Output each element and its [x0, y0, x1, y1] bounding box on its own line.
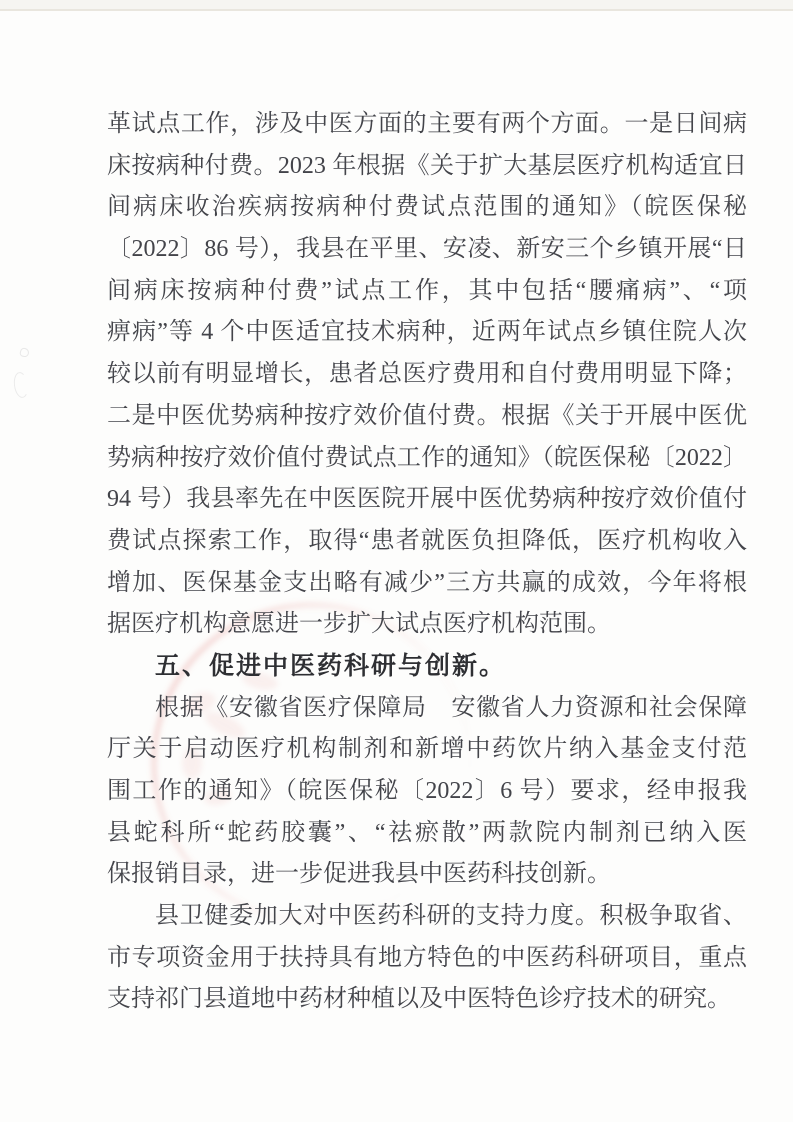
text-line: 较以前有明显增长，患者总医疗费用和自付费用明显下降；	[107, 361, 747, 388]
text-line: 县卫健委加大对中医药科研的支持力度。积极争取省、	[155, 903, 747, 930]
text-line: 痹病”等 4 个中医适宜技术病种，近两年试点乡镇住院人次	[107, 319, 747, 346]
section-heading: 五、促进中医药科研与创新。	[155, 651, 507, 680]
document-text	[107, 104, 747, 1021]
text-line: 间病床收治疾病按病种付费试点范围的通知》（皖医保秘	[107, 194, 747, 221]
text-line: 县蛇科所“蛇药胶囊”、“祛瘀散”两款院内制剂已纳入医	[107, 819, 747, 846]
text-line: 床按病种付费。2023 年根据《关于扩大基层医疗机构适宜日	[107, 152, 747, 179]
text-line: 增加、医保基金支出略有减少”三方共赢的成效，今年将根	[107, 569, 747, 596]
scan-top-edge	[0, 0, 793, 11]
text-line: 市专项资金用于扶持具有地方特色的中医药科研项目，重点	[107, 944, 747, 971]
text-line: 保报销目录，进一步促进我县中医药科技创新。	[107, 861, 611, 888]
text-line: 围工作的通知》（皖医保秘〔2022〕6 号）要求，经申报我	[107, 778, 747, 804]
text-line: 〔2022〕86 号），我县在平里、安凌、新安三个乡镇开展“日	[107, 236, 747, 263]
text-line: 94 号）我县率先在中医医院开展中医优势病种按疗效价值付	[107, 486, 747, 513]
scan-artifact	[19, 347, 30, 358]
text-line: 据医疗机构意愿进一步扩大试点医疗机构范围。	[107, 611, 611, 638]
text-line: 厅关于启动医疗机构制剂和新增中药饮片纳入基金支付范	[107, 736, 747, 763]
text-line: 根据《安徽省医疗保障局 安徽省人力资源和社会保障	[155, 694, 747, 721]
text-line: 革试点工作，涉及中医方面的主要有两个方面。一是日间病	[107, 111, 747, 137]
text-line: 二是中医优势病种按疗效价值付费。根据《关于开展中医优	[107, 402, 747, 429]
text-line: 费试点探索工作，取得“患者就医负担降低，医疗机构收入	[107, 527, 747, 554]
text-line: 势病种按疗效价值付费试点工作的通知》（皖医保秘〔2022〕	[107, 444, 747, 471]
text-line: 间病床按病种付费”试点工作，其中包括“腰痛病”、“项	[107, 277, 747, 304]
text-line: 支持祁门县道地中药材种植以及中医特色诊疗技术的研究。	[107, 986, 731, 1013]
scan-artifact	[12, 371, 29, 399]
